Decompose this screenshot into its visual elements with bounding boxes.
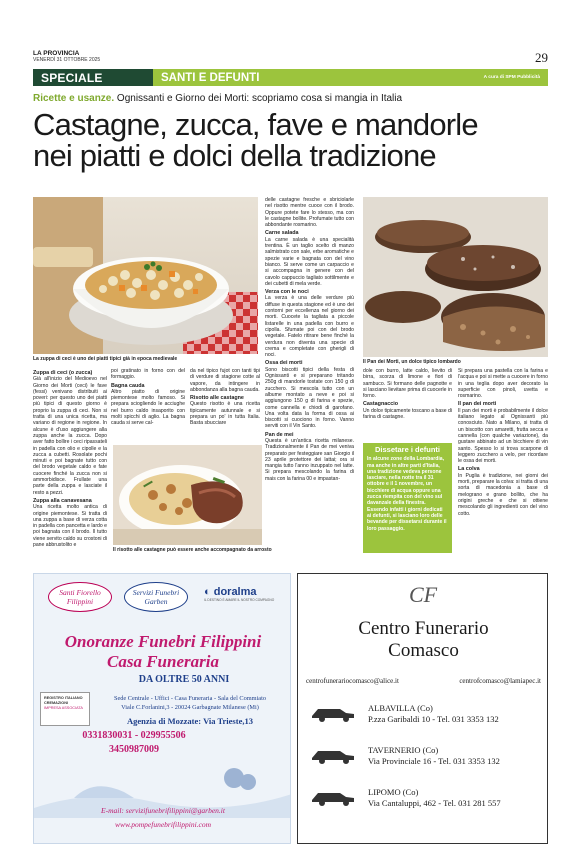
loc1-addr: P.zza Garibaldi 10 - Tel. 031 3353 132 (368, 714, 499, 724)
ad2-title2: Comasco (388, 640, 459, 661)
box-title: Dissetare i defunti (374, 445, 441, 454)
registro-badge (40, 692, 90, 726)
text-zuppa-canavesana: Una ricetta molto antica di origine piemontese. Si tratta di una zuppa a base di verza cotta in padella con pancetta e lardo e poi bagnata con il brodo. Il tutto viene servito caldo su crostoni di pane abbrustolito e (33, 504, 107, 549)
text-fujot: da nel tipico fujot con tanti tipi di verdure di stagione cotte al vapore, da intingere in abbondanza alla bagna cauda. (190, 368, 260, 393)
issue-date: VENERDÌ 31 OTTOBRE 2025 (33, 57, 101, 63)
cf-monogram-icon: CF (408, 582, 438, 607)
text-zuppa-ceci: Già all'inizio del Medioevo nel Giorno dei Morti (ceci) le fave (fessi) venivano distribuiti ai poveri: per questo uno dei piatti più tipici di questo giorno è proprio la zuppa di ceci. Non si tratta di una unica ricetta, ma variano di regione in regione. In alcune è d'uso aggiungere alla zuppa anche la zucca. Dopo aver fatto bollire i ceci ripassateli in padella con olio e cipolle e la zucca a cubetti. Rosolate pochi minuti e poi bagnate tutto con del brodo vegetale caldo e fate cuocere finché la zucca non si ammorbidisce. Frullate una parte della zuppa e lasciate il resto a pezzi. (33, 376, 107, 496)
loc2-name: TAVERNERIO (Co) (368, 745, 439, 755)
text-pan-de-mei-cont: dole con burro, latte caldo, lievito di birra, scorza di limone e fiori di sambuco. Si formano delle pagnotte e si lasciano lievitare prima di cuocerle in forno. (363, 368, 452, 400)
ad1-phone1: 0331830031 - 029955506 (82, 730, 186, 741)
heading-pan-dei-morti: Il pan dei morti (458, 401, 497, 408)
column-4 (265, 197, 354, 565)
ad1-years: DA OLTRE 50 ANNI (138, 674, 230, 685)
heading-ossa-morti: Ossa dei morti (265, 360, 303, 367)
ad-centro-funerario (297, 573, 548, 844)
ad1-agency: Agenzia di Mozzate: Via Trieste,13 (127, 716, 253, 726)
hearse-icon (310, 704, 356, 722)
logo-doralma (204, 586, 284, 602)
ad1-phone2: 3450987009 (109, 744, 159, 755)
pan-dei-morti-illustration (363, 197, 548, 357)
pan-dei-morti-photo (363, 197, 548, 357)
soup-bowl-illustration (33, 197, 258, 354)
kicker-text: Ognissanti e Giorno dei Morti: scopriamo cosa si mangia in Italia (114, 93, 403, 104)
soup-photo (33, 197, 258, 354)
heading-carne-salada: Carne salada (265, 230, 299, 237)
risotto-caption: Il risotto alle castagne può essere anche accompagnato da arrosto (113, 547, 272, 553)
column-1 (33, 368, 107, 566)
ad2-email2: centrofcomasco@lamiapec.it (459, 677, 541, 685)
registro-sub: IMPRESA ASSOCIATA (44, 706, 83, 710)
ad1-addr1: Sede Centrale - Uffici - Casa Funeraria - Sala del Commiato (113, 695, 266, 702)
text-colva: In Puglia è tradizione, nei giorni dei morti, preparare la colva: si tratta di una sorta di macedonia a base di melograno e grano bollito, che ha origini greche e che si ottiene mescolando gli ingredienti con del vino cotto. (458, 472, 548, 517)
section-santi-defunti (153, 69, 548, 86)
text-risotto: Questo risotto è una ricetta tipicamente autunnale e si prepara un po' in tutta Italia. Basta sbucciare (190, 401, 260, 427)
kicker (33, 93, 402, 104)
dissetare-defunti-box (363, 443, 452, 553)
column-6 (458, 368, 548, 558)
text-gratinato: poi gratinato in forno con del formaggio. (111, 368, 185, 381)
headline-line-2: nei piatti e dolci della tradizione (33, 138, 436, 173)
ad1-title2: Casa Funeraria (107, 652, 219, 671)
logo-garben: Servizi Funebri Garben (124, 582, 188, 612)
heading-castagnaccio: Castagnaccio (363, 401, 399, 408)
registro-text: REGISTRO ITALIANO CREMAZIONI (44, 696, 83, 705)
ad1-title1: Onoranze Funebri Filippini (64, 632, 262, 651)
headline-line-1: Castagne, zucca, fave e mandorle (33, 107, 478, 142)
column-2 (111, 368, 185, 442)
text-ossa-morti: Sono biscotti tipici della festa di Ognissanti e si preparano tritando 250g di mandorle tostate con 150 g di zucchero. Si mescola tutto con un albume montato a neve e poi si aggiungono 150 g di farina e spezie, come cannella e chiodi di garofano. Una volta data la forma di ossa ai biscotti si cuociono in forno. Vanno serviti con il Vin Santo. (265, 366, 354, 430)
heading-colva: La colva (458, 466, 480, 473)
hearse-icon (310, 746, 356, 764)
ad-filippini (33, 573, 291, 844)
heading-zuppa-canavesana: Zuppa alla canavesana (33, 497, 92, 504)
soup-caption: La zuppa di ceci è uno dei piatti tipici già in epoca medievale (33, 356, 178, 362)
risotto-photo (113, 445, 262, 545)
box-text: In alcune zone della Lombardia, ma anche in altre parti d'Italia, una tradizione vedeva persone lasciare, nella notte tra il 31 ottobre e il 1 novembre, un bicchiere di acqua oppure una zucca riempita con del vino sul davanzale della finestra. Essendo infatti i giorni dedicati ai defunti, si lasciano loro delle bevande per dissetarsi durante il loro passaggio. (367, 456, 447, 532)
column-3 (190, 368, 260, 442)
heading-pan-de-mei: Pan de mei (265, 431, 294, 438)
masthead (33, 50, 100, 64)
column-5 (363, 368, 452, 420)
text-carne-salada: La carne salada è una specialità trentina. È un taglio scelto di manzo salmistrato con sale, erbe aromatiche e spezie varie e bagnata con del vino bianco. Si serve come un carpaccio e si accompagna in genere con del cavolo cappuccio tagliato sottilmente e dei cubetti di mela verde. (265, 236, 354, 287)
ad2-email1: centrofunerariocomasco@alice.it (306, 677, 399, 685)
text-pan-dei-morti: Il pan dei morti è probabilmente il dolce italiano legato al Ognissanti più conosciuto. Nato a Milano, si tratta di un biscotto con amaretti, frutta secca e cannella (con qualche variazione), da gustare abbinato ad un bicchiere di vin santo. Spesso lo si trova scarpone di leggero zucchero a velo, per ricordare le ossa dei morti. (458, 407, 548, 465)
heading-risotto: Risotto alle castagne (190, 395, 244, 402)
pan-caption: Il Pan dei Morti, un dolce tipico lombardo (363, 359, 461, 365)
loc3-name: LIPOMO (Co) (368, 787, 419, 797)
section-credit: A cura di SPM Pubblicità (483, 75, 540, 80)
ad2-emails (306, 677, 541, 685)
loc2-addr: Via Provinciale 16 - Tel. 031 3353 132 (368, 756, 500, 766)
kicker-bold: Ricette e usanze. (33, 93, 115, 104)
loc3-addr: Via Cantaluppi, 462 - Tel. 031 281 557 (368, 798, 501, 808)
section-title: SANTI E DEFUNTI (161, 71, 260, 84)
hearse-icon (310, 788, 356, 806)
text-castagne: delle castagne fresche e sbriciolarle nel risotto mentre cuoce con il brodo. Oppure potete fare lo stesso, ma con le castagne bollite. Profumate tutto con abbondante rosmarino. (265, 197, 354, 229)
text-pan-de-mei: Questa è un'antica ricetta milanese. Tradizionalmente il Pan de mei veniva preparato per festeggiare san Giorgio il 23 aprile protettore dei lattai; ora si mangia tutto l'anno inzuppato nel latte. Si prepara mescolando la farina di mais con la farina 00 e impastan- (265, 437, 354, 482)
ad2-title1: Centro Funerario (358, 618, 489, 639)
section-speciale: SPECIALE (33, 69, 153, 86)
risotto-illustration (113, 445, 262, 545)
section-bar (33, 69, 548, 86)
heading-bagna-cauda: Bagna cauda (111, 382, 145, 389)
ad1-web: www.pompefunebrifilippini.com (114, 820, 212, 829)
text-castagnaccio-cont: Si prepara una pastella con la farina e l'acqua e poi si mette a cuocere in forno in una teglia dopo aver decorato la superficie con pinoli, uvetta e rosmarino. (458, 368, 548, 400)
loc1-name: ALBAVILLA (Co) (368, 703, 433, 713)
headline (33, 109, 553, 171)
logo-filippini: Santi Fiorello Filippini (48, 582, 112, 612)
heading-verza-noci: Verza con le noci (265, 289, 309, 296)
text-castagnaccio: Un dolce tipicamente toscano a base di farina di castagne. (363, 407, 452, 420)
ad1-email: E-mail: servizifunebrifilippini@garben.it (101, 806, 225, 815)
doralma-text: doralma (213, 586, 257, 598)
text-verza-noci: La verza è una delle verdure più diffuse in questa stagione ed è uno dei contorni per eccellenza nel giorno dei morti. Cuocete la tagliata a piccole listarelle in una padella con burro e cipolla. Sfumate poi con del brodo vegetale. Fatelo ritirare bene finché la verdura non diventa una specie di crema e completate con gherigli di noci. (265, 295, 354, 359)
paper-name: LA PROVINCIA (33, 50, 80, 57)
doralma-sub: IL DESTINO È AMARE IL NOSTRO COMPAGNO (204, 598, 275, 602)
heading-zuppa-ceci: Zuppa di ceci (o zucca) (33, 370, 93, 376)
doralma-icon: ◐ (204, 586, 211, 598)
text-bagna-cauda: Altro piatto di origine piemontese molto famoso. Si prepara sciogliendo le acciughe nel burro caldo insaporito con molti spicchi di aglio. La bagna cauda si serve cal- (111, 388, 185, 427)
ad1-addr2: Viale C.Forlanini,3 - 20024 Garbagnate Milanese (Mi) (121, 704, 259, 711)
page-number: 29 (535, 50, 548, 65)
doralma-name (204, 586, 284, 598)
